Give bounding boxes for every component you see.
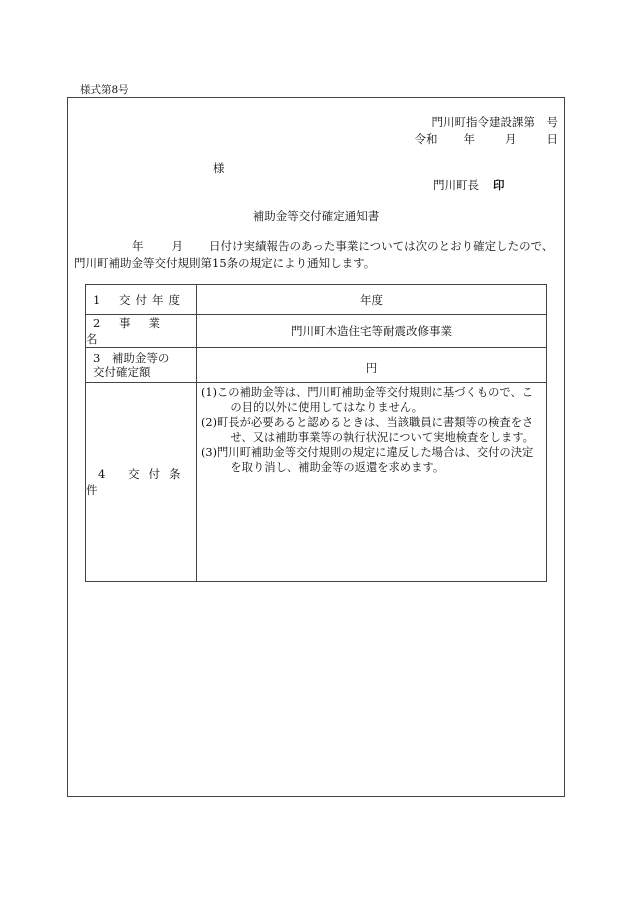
- notice-body: [74, 238, 560, 272]
- row-label: 交付年度: [119, 292, 185, 307]
- date-month: 月: [505, 132, 517, 146]
- row-label-line2: 交付確定額: [93, 365, 151, 379]
- seal-mark: 印: [493, 178, 505, 192]
- table-row: [86, 348, 547, 383]
- form-number: 様式第8号: [80, 84, 129, 96]
- row-value: 年度: [197, 285, 547, 315]
- row-label-line1: 補助金等の: [111, 351, 170, 365]
- grant-info-table: [85, 284, 547, 582]
- table-row: [86, 285, 547, 315]
- condition-item: (2)町長が必要あると認めるときは、当該職員に書類等の検査をさせ、又は補助事業等の執行状況について実地検査をします。: [201, 416, 534, 444]
- date-era: 令和: [414, 132, 438, 146]
- body-month: 月: [171, 239, 183, 253]
- date-day: 日: [546, 132, 558, 146]
- row-number: 4: [98, 467, 106, 481]
- body-year: 年: [132, 239, 144, 253]
- condition-item: (3)門川町補助金等交付規則の規定に違反した場合は、交付の決定を取り消し、補助金等の返還を求めます。: [201, 446, 534, 474]
- document-frame: [67, 97, 565, 797]
- row-number: 2: [93, 316, 101, 330]
- row-value: 門川町木造住宅等耐震改修事業: [197, 315, 547, 348]
- row-label: 事業名: [86, 316, 178, 346]
- issue-date: [415, 131, 559, 147]
- table-row: [86, 383, 547, 582]
- conditions-cell: [197, 383, 547, 582]
- row-label: 交付条件: [86, 467, 190, 497]
- table-row: [86, 315, 547, 348]
- document-title: 補助金等交付確定通知書: [252, 209, 380, 223]
- row-number: 1: [93, 292, 101, 307]
- addressee: 様: [213, 161, 225, 175]
- date-year: 年: [463, 132, 475, 146]
- issuer-name: 門川町長: [433, 178, 479, 192]
- issuer: [433, 177, 505, 193]
- row-number: 3: [93, 351, 101, 365]
- condition-item: (1)この補助金等は、門川町補助金等交付規則に基づくもので、この目的以外に使用してはなりません。: [201, 386, 534, 414]
- row-value: 円: [365, 361, 378, 375]
- document-number: 門川町指令建設課第 号: [431, 115, 558, 129]
- body-text: 日付け実績報告のあった事業については次のとおり確定したので、門川町補助金等交付規則第15条の規定により通知します。: [74, 239, 554, 270]
